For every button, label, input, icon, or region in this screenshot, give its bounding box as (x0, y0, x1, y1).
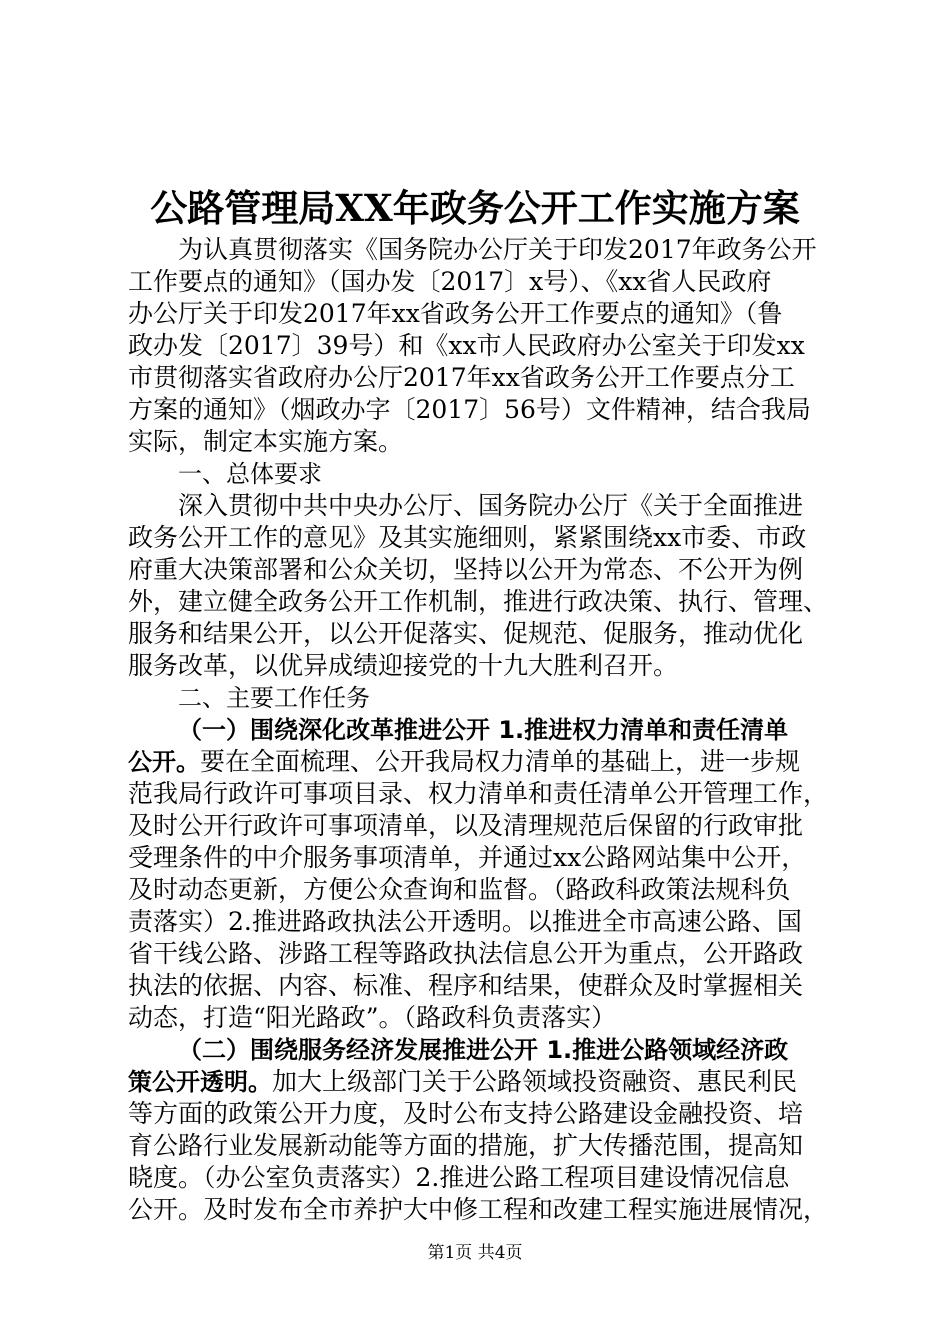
paragraph-line: 责落实）2.推进路政执法公开透明。以推进全市高速公路、国 (128, 907, 802, 936)
paragraph-line: 深入贯彻中共中央办公厅、国务院办公厅《关于全面推进 (178, 491, 804, 520)
section-heading: 二、主要工作任务 (178, 684, 370, 712)
section-heading: 一、总体要求 (178, 460, 322, 488)
paragraph-text: 要在全面梳理、公开我局权力清单的基础上，进一步规 (200, 747, 801, 776)
paragraph-line: 政务公开工作的意见》及其实施细则，紧紧围绕xx市委、市政 (128, 523, 807, 552)
paragraph-line (128, 1066, 833, 1098)
paragraph-line: 晓度。（办公室负责落实）2.推进公路工程项目建设情况信息 (128, 1163, 790, 1192)
paragraph-line: 及时公开行政许可事项清单，以及清理规范后保留的行政审批 (128, 811, 804, 840)
paragraph-line: 为认真贯彻落实《国务院办公厅关于印发2017年政务公开 (178, 235, 817, 264)
paragraph-text: 加大上级部门关于公路领域投资融资、惠民利民 (272, 1067, 798, 1096)
paragraph-line: 等方面的政策公开力度，及时公布支持公路建设金融投资、培 (128, 1099, 804, 1128)
paragraph-line: 政办发〔2017〕39号）和《xx市人民政府办公室关于印发xx (128, 331, 805, 360)
paragraph-line (128, 746, 833, 778)
paragraph-line: 及时动态更新，方便公众查询和监督。（路政科政策法规科负 (128, 875, 791, 904)
paragraph-line: 府重大决策部署和公众关切，坚持以公开为常态、不公开为例 (128, 555, 804, 584)
paragraph-line: 工作要点的通知》（国办发〔2017〕x号）、《xx省人民政府 (128, 267, 772, 296)
paragraph-line: 办公厅关于印发2017年xx省政务公开工作要点的通知》（鲁 (128, 299, 783, 328)
paragraph-line: 服务和结果公开，以公开促落实、促规范、促服务，推动优化 (128, 619, 804, 648)
paragraph-line: 公开。及时发布全市养护大中修工程和改建工程实施进展情况， (128, 1195, 829, 1224)
paragraph-line: 执法的依据、内容、标准、程序和结果，使群众及时掌握相关 (128, 971, 804, 1000)
paragraph-line: 受理条件的中介服务事项清单，并通过xx公路网站集中公开， (128, 843, 807, 872)
paragraph-line: 方案的通知》（烟政办字〔2017〕56号）文件精神，结合我局 (128, 395, 811, 424)
paragraph-line: 实际，制定本实施方案。 (128, 427, 404, 456)
paragraph-line: 育公路行业发展新动能等方面的措施，扩大传播范围，提高知 (128, 1131, 804, 1160)
sub-heading-tail: 公开。 (128, 748, 200, 776)
paragraph-line: 市贯彻落实省政府办公厅2017年xx省政务公开工作要点分工 (128, 363, 795, 392)
sub-heading: （二）围绕服务经济发展推进公开 1.推进公路领域经济政 (178, 1036, 789, 1064)
document-title: 公路管理局XX年政务公开工作实施方案 (150, 186, 800, 230)
paragraph-line: 省干线公路、涉路工程等路政执法信息公开为重点，公开路政 (128, 939, 804, 968)
sub-heading-tail: 策公开透明。 (128, 1068, 272, 1096)
paragraph-line: 范我局行政许可事项目录、权力清单和责任清单公开管理工作， (128, 779, 829, 808)
paragraph-line: 服务改革，以优异成绩迎接党的十九大胜利召开。 (128, 651, 679, 680)
page-footer: 第1页 共4页 (427, 1243, 523, 1263)
sub-heading: （一）围绕深化改革推进公开 1.推进权力清单和责任清单 (178, 716, 789, 744)
document-body (128, 234, 833, 1226)
paragraph-line: 外，建立健全政务公开工作机制，推进行政决策、执行、管理、 (128, 587, 829, 616)
paragraph-line: 动态，打造“阳光路政”。（路政科负责落实） (128, 1003, 617, 1032)
